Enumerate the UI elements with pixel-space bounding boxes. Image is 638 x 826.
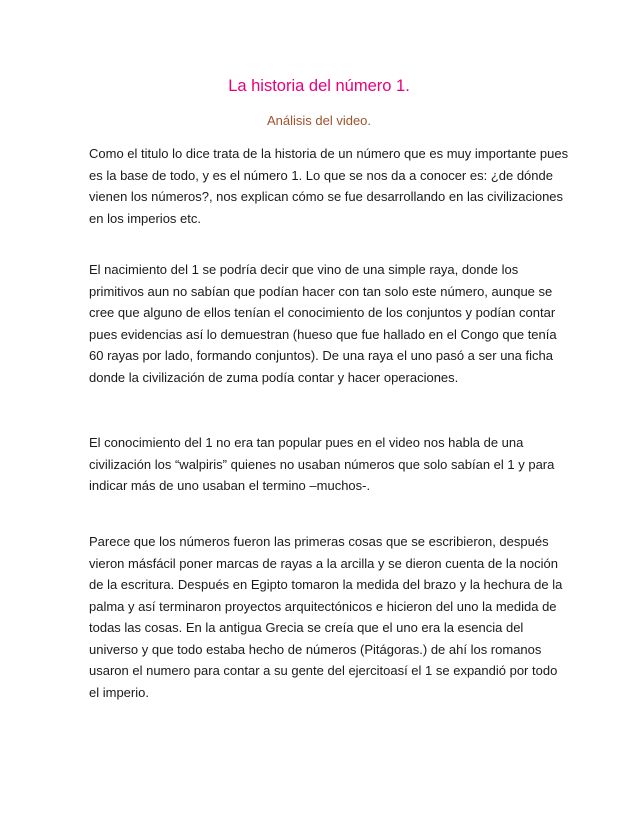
document-title: La historia del número 1.: [228, 77, 410, 95]
paragraph-2: El nacimiento del 1 se podría decir que vino de una simple raya, donde los primitivos aun no sabían que podían hacer con tan solo este número, aunque se cree que alguno de ellos tenían el conocimiento de los conjuntos y podían contar pues evidencias así lo demuestran (hueso que fue hallado en el Congo que tenía 60 rayas por lado, formando conjuntos). De una raya el uno pasó a ser una ficha donde la civilización de zuma podía contar y hacer operaciones.: [89, 262, 557, 385]
paragraph-1: Como el titulo lo dice trata de la historia de un número que es muy importante pues es la base de todo, y es el número 1. Lo que se nos da a conocer es: ¿de dónde vienen los números?, nos explican cómo se fue desarrollando en las civilizaciones en los imperios etc.: [89, 146, 569, 226]
paragraph-3: El conocimiento del 1 no era tan popular pues en el video nos habla de una civilización los “walpiris” quienes no usaban números que solo sabían el 1 y para indicar más de uno usaban el termino –muchos-.: [89, 435, 555, 493]
paragraph-4: Parece que los números fueron las primeras cosas que se escribieron, después vieron másfácil poner marcas de rayas a la arcilla y se dieron cuenta de la noción de la escritura. Después en Egipto tomaron la medida del brazo y la hechura de la palma y así terminaron proyectos arquitectónicos e hicieron del uno la medida de todas las cosas. En la antigua Grecia se creía que el uno era la esencia del universo y que todo estaba hecho de números (Pitágoras.) de ahí los romanos usaron el numero para contar a su gente del ejercitoasí el 1 se expandió por todo el imperio.: [89, 534, 563, 700]
document-subtitle: Análisis del video.: [266, 113, 372, 128]
